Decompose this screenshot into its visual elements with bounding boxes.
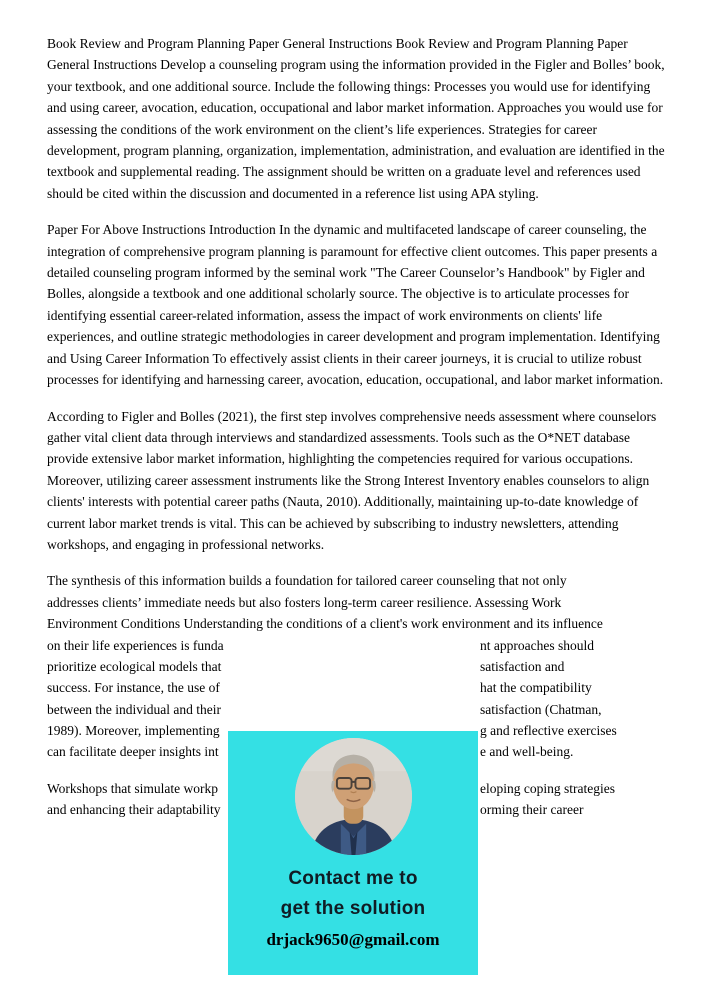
text-fragment-right: orming their career bbox=[480, 802, 584, 818]
text-fragment-right: nt approaches should bbox=[480, 637, 594, 653]
contact-overlay bbox=[228, 731, 478, 975]
text-fragment-right: hat the compatibility bbox=[480, 680, 592, 696]
text-fragment-right: satisfaction (Chatman, bbox=[480, 701, 602, 717]
document-body bbox=[47, 33, 667, 836]
text-line bbox=[47, 635, 667, 656]
text-fragment-left: can facilitate deeper insights int bbox=[47, 744, 219, 760]
text-fragment-left: The synthesis of this information builds a foundation for tailored career counseling that not only bbox=[47, 573, 567, 589]
contact-text-line-1: Contact me to bbox=[288, 868, 418, 889]
man-portrait-icon bbox=[295, 738, 412, 855]
text-fragment-left: 1989). Moreover, implementing bbox=[47, 723, 220, 739]
text-line bbox=[47, 613, 667, 634]
text-line bbox=[47, 570, 667, 591]
text-fragment-right: e and well-being. bbox=[480, 744, 574, 760]
paragraph: According to Figler and Bolles (2021), the first step involves comprehensive needs assessment where counselors gather vital client data through interviews and standardized assessments. Tools such as the O*NET database provide extensive labor market information, highlighting the competencies required for various occupations. Moreover, utilizing career assessment instruments like the Strong Interest Inventory enables counselors to align clients' interests with potential career paths (Nauta, 2010). Additionally, maintaining up-to-date knowledge of current labor market trends is vital. This can be achieved by subscribing to industry newsletters, attending workshops, and engaging in professional networks. bbox=[47, 408, 657, 552]
paragraph: Paper For Above Instructions Introduction In the dynamic and multifaceted landscape of career counseling, the integration of comprehensive program planning is paramount for effective client outcomes. This paper presents a detailed counseling program informed by the seminal work "The Career Counselor’s Handbook" by Figler and Bolles, alongside a textbook and one additional scholarly source. The objective is to articulate processes for identifying essential career-related information, assess the impact of work environments on clients' life experiences, and outline strategic methodologies in career development and program implementation. Identifying and Using Career Information To effectively assist clients in their career journeys, it is crucial to utilize robust processes for identifying and harnessing career, avocation, education, occupational, and labor market information. bbox=[47, 222, 664, 388]
text-fragment-left: Workshops that simulate workp bbox=[47, 780, 219, 796]
text-fragment-left: between the individual and their bbox=[47, 701, 221, 717]
text-fragment-right: eloping coping strategies bbox=[480, 780, 615, 796]
text-fragment-right: satisfaction and bbox=[480, 658, 565, 674]
contact-text-line-2: get the solution bbox=[280, 898, 426, 919]
text-line bbox=[47, 699, 667, 720]
text-line bbox=[47, 677, 667, 698]
text-fragment-left: on their life experiences is funda bbox=[47, 637, 224, 653]
text-line bbox=[47, 656, 667, 677]
text-fragment-left: Environment Conditions Understanding the conditions of a client's work environment and its influence bbox=[47, 616, 603, 632]
text-line bbox=[47, 592, 667, 613]
avatar bbox=[295, 738, 412, 855]
text-fragment-left: addresses clients’ immediate needs but also fosters long-term career resilience. Assessing Work bbox=[47, 594, 562, 610]
paragraph: Book Review and Program Planning Paper General Instructions Book Review and Program Planning Paper General Instructions Develop a counseling program using the information provided in the Figler and Bolles’ book, your textbook, and one additional source. Include the following things: Processes you would use for identifying and using career, avocation, education, occupational and labor market information. Approaches you would use for assessing the conditions of the work environment on the client’s life experiences. Strategies for career development, program planning, organization, implementation, administration, and evaluation are identified in the textbook and supplemental reading. The assignment should be written on a graduate level and references used should be cited within the discussion and documented in a reference list using APA styling. bbox=[47, 36, 665, 201]
text-fragment-left: and enhancing their adaptability bbox=[47, 802, 221, 818]
text-fragment-left: success. For instance, the use of bbox=[47, 680, 220, 696]
text-fragment-left: prioritize ecological models that bbox=[47, 658, 222, 674]
contact-email: drjack9650@gmail.com bbox=[266, 930, 440, 949]
text-fragment-right: g and reflective exercises bbox=[480, 723, 617, 739]
